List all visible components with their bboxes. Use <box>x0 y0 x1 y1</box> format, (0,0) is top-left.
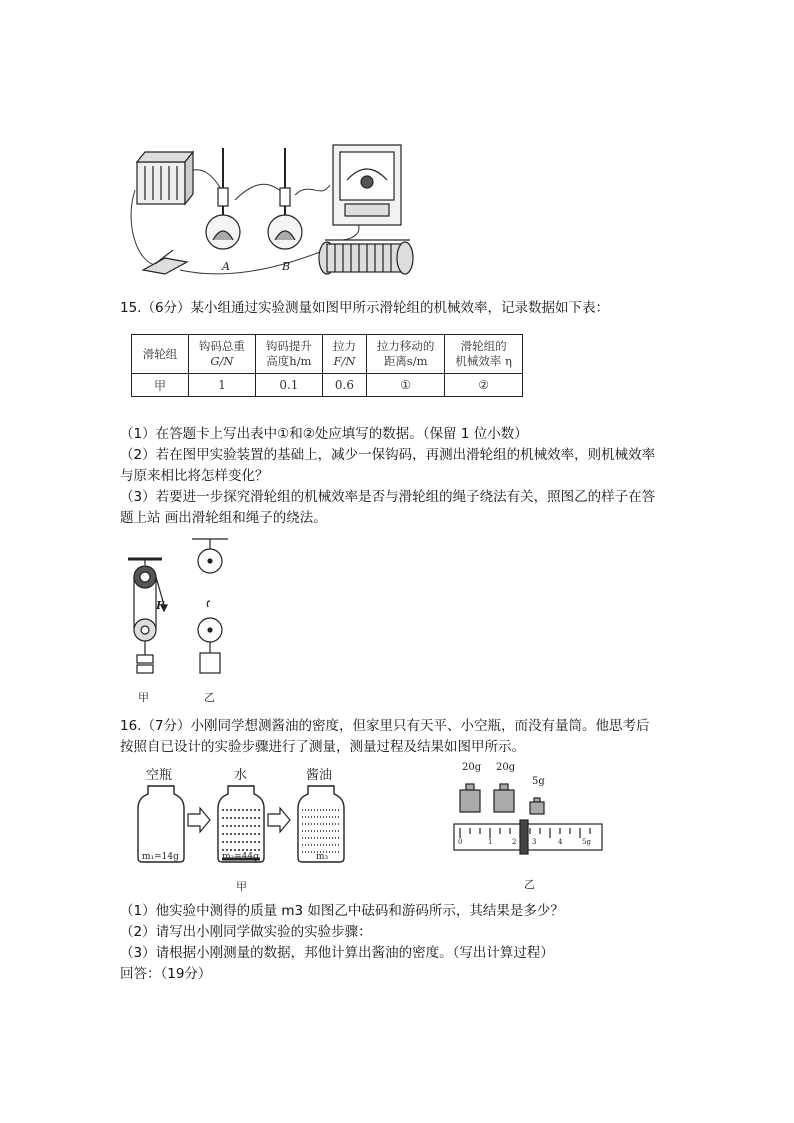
weight-label-1: 20g <box>462 762 482 773</box>
caption-yi-2: 乙 <box>524 878 535 891</box>
arrow-1 <box>188 808 210 832</box>
table-header-cell: 拉力移动的 距离s/m <box>367 335 445 374</box>
table-row <box>132 374 523 397</box>
weights-scale-figure <box>450 760 610 896</box>
q15-item-2-cont: 与原来相比将怎样变化？ <box>120 468 269 484</box>
q16-item-1: （1）他实验中测得的质量 m3 如图乙中砝码和游码所示，其结果是多少？ <box>120 903 564 919</box>
q16-header: 16.（7分）小刚同学想测酱油的密度，但家里只有天平、小空瓶，而没有量筒。他思考后 <box>120 718 650 734</box>
table-header-row <box>132 335 523 374</box>
label-b: B <box>282 260 291 273</box>
scale-tick-1: 1 <box>488 838 493 846</box>
circuit-figure <box>125 140 420 280</box>
weight-label-2: 20g <box>496 762 516 773</box>
table-cell: 1 <box>188 374 255 397</box>
rheostat <box>319 240 413 274</box>
table-header-cell: 钩码提升 高度h/m <box>255 335 322 374</box>
caption-jia: 甲 <box>138 691 149 704</box>
q15-item-3-cont: 题上站 画出滑轮组和绳子的绕法。 <box>120 510 327 526</box>
q16-answer: 回答：（19分） <box>120 966 212 982</box>
bottle-label-water: 水 <box>234 768 248 783</box>
flask-a <box>206 148 240 249</box>
scale-tick-0: 0 <box>458 838 463 846</box>
table-header-cell: 钩码总重 G/N <box>188 335 255 374</box>
table-header-cell: 滑轮组 <box>132 335 189 374</box>
scale-tick-5: 5g <box>582 838 591 846</box>
caption-yi: 乙 <box>204 691 215 704</box>
battery-box <box>137 152 193 204</box>
arrow-2 <box>268 808 290 832</box>
water-bottle <box>218 786 264 862</box>
bottle-label-empty: 空瓶 <box>146 768 173 783</box>
table-header-cell: 滑轮组的 机械效率 η <box>445 335 523 374</box>
mass-label-m3: m₃ <box>316 852 329 862</box>
scale-tick-3: 3 <box>532 838 537 846</box>
weight-20g-2 <box>494 784 514 812</box>
balance-scale <box>454 820 602 854</box>
meter <box>333 145 401 225</box>
table-cell: ① <box>367 374 445 397</box>
bottle-label-soy: 酱油 <box>306 768 333 783</box>
q15-item-1: （1）在答题卡上写出表中①和②处应填写的数据。（保留 1 位小数） <box>120 426 528 442</box>
pulley-yi <box>192 539 228 673</box>
flask-b <box>268 148 302 249</box>
table-cell: ② <box>445 374 523 397</box>
force-label: F <box>156 599 164 612</box>
soy-sauce-bottle <box>298 786 344 862</box>
empty-bottle <box>138 786 184 862</box>
q15-header: 15.（6分）某小组通过实验测量如图甲所示滑轮组的机械效率，记录数据如下表： <box>120 300 610 316</box>
q15-item-2: （2）若在图甲实验装置的基础上，减少一保钩码，再测出滑轮组的机械效率，则机械效率 <box>120 447 656 463</box>
q15-data-table <box>131 334 523 397</box>
table-cell: 0.1 <box>255 374 322 397</box>
q16-item-2: （2）请写出小刚同学做实验的实验步骤： <box>120 924 372 940</box>
bottles-figure <box>130 762 380 897</box>
q16-item-3: （3）请根据小刚测量的数据，邦他计算出酱油的密度。（写出计算过程） <box>120 945 554 961</box>
table-header-cell: 拉力 F/N <box>322 335 366 374</box>
weight-20g-1 <box>460 784 480 812</box>
label-a: A <box>222 260 230 273</box>
pulley-figure <box>120 535 250 710</box>
scale-tick-4: 4 <box>558 838 563 846</box>
scale-tick-2: 2 <box>512 838 517 846</box>
q15-item-3: （3）若要进一步探究滑轮组的机械效率是否与滑轮组的绳子绕法有关，照图乙的样子在答 <box>120 489 656 505</box>
table-cell: 甲 <box>132 374 189 397</box>
table-cell: 0.6 <box>322 374 366 397</box>
pulley-jia <box>128 559 167 673</box>
mass-label-m1: m₁=14g <box>142 852 179 862</box>
caption-jia-2: 甲 <box>236 880 247 893</box>
weight-5g <box>530 798 544 814</box>
weight-label-3: 5g <box>532 776 545 787</box>
q16-header-cont: 按照自已设计的实验步骤进行了测量，测量过程及结果如图甲所示。 <box>120 739 525 755</box>
mass-label-m2: m₂=44g <box>222 852 259 862</box>
